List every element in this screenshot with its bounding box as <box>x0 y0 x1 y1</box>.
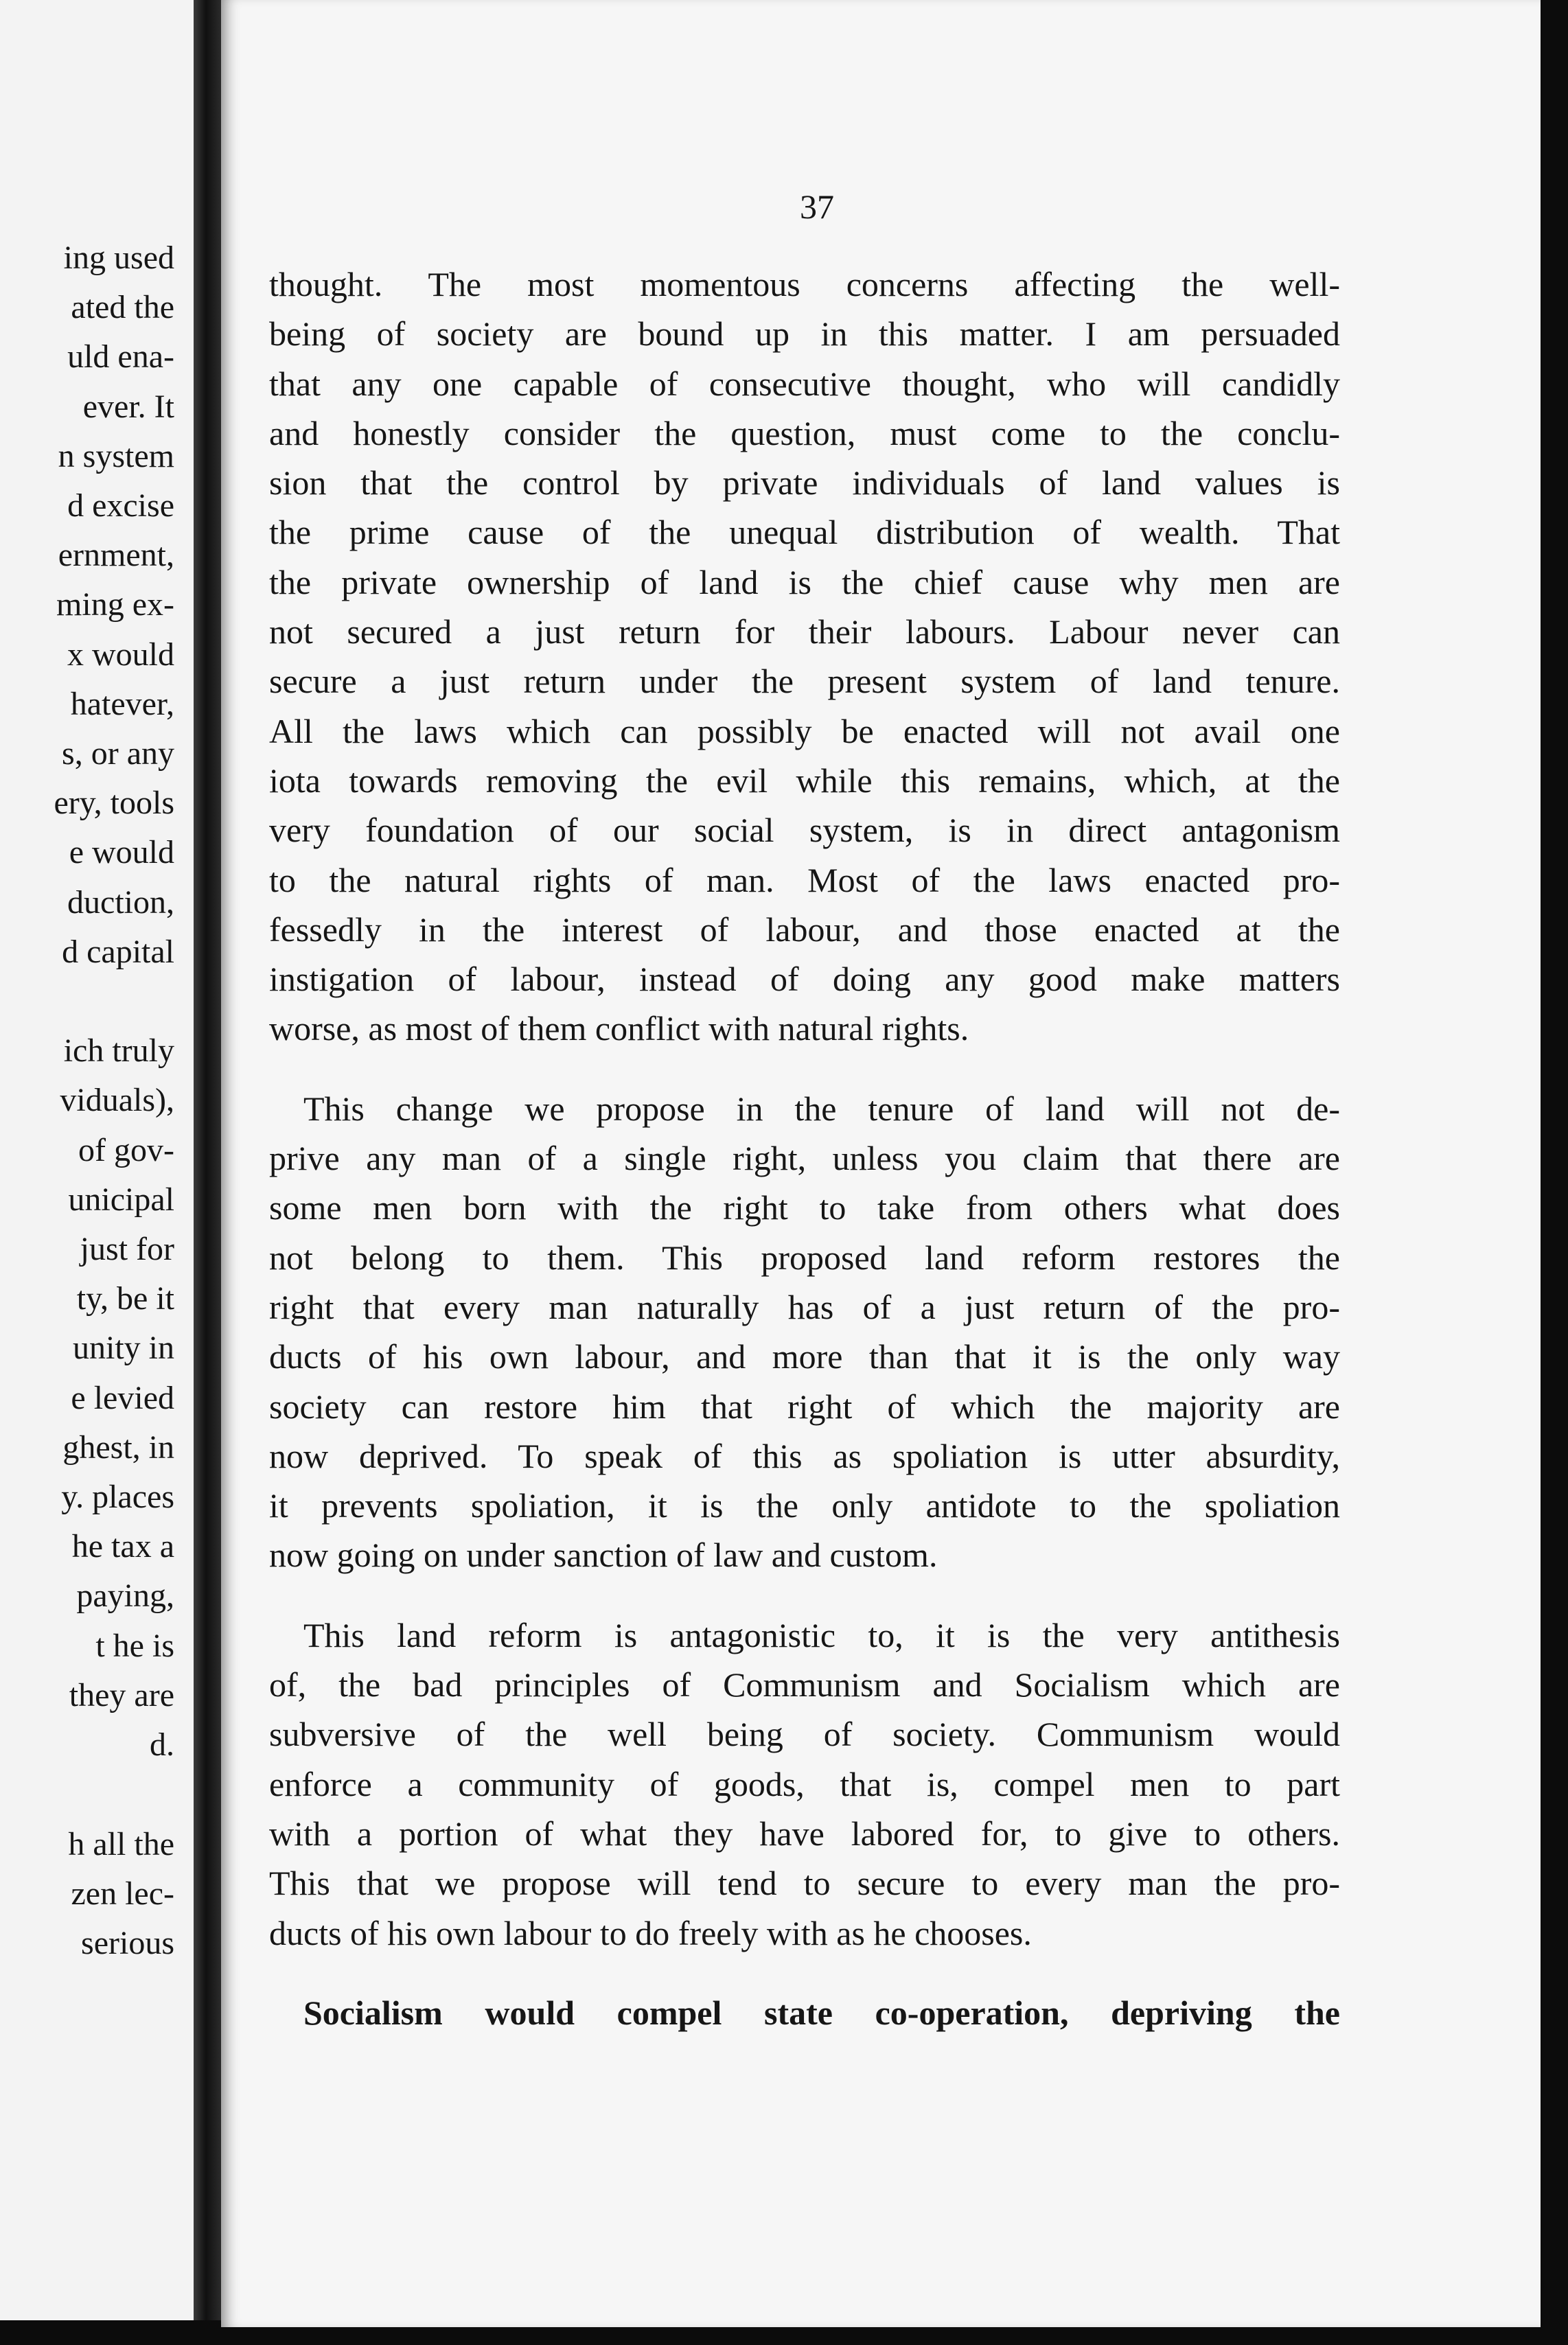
text-line: sion that the control by private individuals of land values is <box>269 463 1340 502</box>
text-line: right that every man naturally has of a just return of the pro- <box>269 1287 1340 1326</box>
facing-page-line: e levied <box>71 1379 174 1416</box>
facing-page-line: s, or any <box>62 735 174 772</box>
facing-page-line: ernment, <box>58 537 174 574</box>
facing-page-line: serious <box>81 1924 174 1961</box>
text-line: of, the bad principles of Communism and Socialism which are <box>269 1665 1340 1705</box>
facing-page-line: ing used <box>63 240 174 276</box>
text-line: All the laws which can possibly be enacted will not avail one <box>269 711 1340 750</box>
text-line: very foundation of our social system, is in direct antagonism <box>269 811 1340 850</box>
facing-page-line: uld ena- <box>67 338 174 376</box>
facing-page-text <box>54 233 174 1968</box>
facing-page-line: just for <box>80 1231 174 1268</box>
text-line: that any one capable of consecutive thought, who will candidly <box>269 364 1340 403</box>
text-line: This that we propose will tend to secure to every man the pro- <box>269 1864 1340 1903</box>
facing-page-line: ery, tools <box>54 785 174 822</box>
facing-page-line: h all the <box>68 1825 174 1862</box>
facing-page-line: y. places <box>61 1479 174 1516</box>
text-line: the private ownership of land is the chief cause why men are <box>269 562 1340 601</box>
facing-page-line: n system <box>58 437 174 474</box>
facing-page-line: t he is <box>95 1627 174 1664</box>
facing-page-line: duction, <box>67 883 174 921</box>
text-line: and honestly consider the question, must come to the conclu- <box>269 413 1340 452</box>
facing-page-line: viduals), <box>60 1082 174 1119</box>
facing-page-line: hatever, <box>70 685 174 722</box>
text-line: not belong to them. This proposed land reform restores the <box>269 1238 1340 1277</box>
facing-page-line: ming ex- <box>56 586 174 623</box>
facing-page-line: d excise <box>67 487 174 524</box>
facing-page-line: ghest, in <box>62 1429 174 1466</box>
text-line: thought. The most momentous concerns affecting the well- <box>269 265 1340 303</box>
facing-page-line: ated the <box>71 289 174 326</box>
book-gutter <box>194 0 221 2320</box>
text-line: instigation of labour, instead of doing any good make matters <box>269 960 1340 999</box>
facing-page-line: d capital <box>62 933 174 970</box>
text-line: to the natural rights of man. Most of the laws enacted pro- <box>269 860 1340 899</box>
facing-page-line: d. <box>150 1726 174 1764</box>
facing-page-line: paying, <box>76 1578 174 1615</box>
facing-page-line: he tax a <box>71 1528 174 1565</box>
body-text <box>269 259 1340 2037</box>
text-line: it prevents spoliation, it is the only antidote to the spoliation <box>269 1486 1340 1525</box>
facing-page-line: ich truly <box>63 1032 174 1070</box>
text-line: with a portion of what they have labored for, to give to others. <box>269 1814 1340 1853</box>
text-line: not secured a just return for their labours. Labour never can <box>269 612 1340 651</box>
text-line: This land reform is antagonistic to, it is the very antithesis <box>303 1615 1340 1654</box>
text-line: Socialism would compel state co-operation, depriving the <box>303 1993 1340 2032</box>
facing-page-line <box>54 977 174 1026</box>
facing-page-line: zen lec- <box>71 1875 174 1912</box>
text-line: now going on under sanction of law and custom. <box>269 1536 938 1575</box>
text-line: This change we propose in the tenure of land will not de- <box>303 1089 1340 1128</box>
facing-page-line <box>54 1770 174 1819</box>
paragraph <box>269 1988 1340 2037</box>
text-line: being of society are bound up in this matter. I am persuaded <box>269 314 1340 354</box>
text-line: secure a just return under the present system of land tenure. <box>269 662 1340 701</box>
facing-page-line: ty, be it <box>76 1280 174 1317</box>
text-line: prive any man of a single right, unless you claim that there are <box>269 1139 1340 1178</box>
facing-page-line: they are <box>69 1676 174 1713</box>
text-line: now deprived. To speak of this as spoliation is utter absurdity, <box>269 1436 1340 1475</box>
text-line: the prime cause of the unequal distribution of wealth. That <box>269 513 1340 552</box>
facing-page-line: e would <box>69 834 174 871</box>
facing-page-line: of gov- <box>78 1131 174 1168</box>
paragraph <box>269 259 1340 1054</box>
paragraph <box>269 1084 1340 1580</box>
text-line: worse, as most of them conflict with natural rights. <box>269 1009 969 1048</box>
facing-page-fragment <box>0 0 194 2320</box>
text-line: society can restore him that right of which the majority are <box>269 1387 1340 1426</box>
text-line: enforce a community of goods, that is, compel men to part <box>269 1764 1340 1803</box>
paragraph <box>269 1610 1340 1958</box>
text-line: ducts of his own labour to do freely with as he chooses. <box>269 1913 1032 1952</box>
text-line: subversive of the well being of society. Communism would <box>269 1715 1340 1754</box>
facing-page-line: ever. It <box>82 388 174 425</box>
facing-page-line: x would <box>67 636 174 673</box>
text-line: some men born with the right to take from others what does <box>269 1188 1340 1227</box>
facing-page-line: unicipal <box>68 1181 174 1218</box>
text-line: iota towards removing the evil while this remains, which, at the <box>269 761 1340 800</box>
facing-page-line: unity in <box>72 1330 174 1367</box>
text-line: fessedly in the interest of labour, and those enacted at the <box>269 910 1340 949</box>
page-number: 37 <box>800 187 834 226</box>
text-line: ducts of his own labour, and more than that it is the only way <box>269 1337 1340 1376</box>
